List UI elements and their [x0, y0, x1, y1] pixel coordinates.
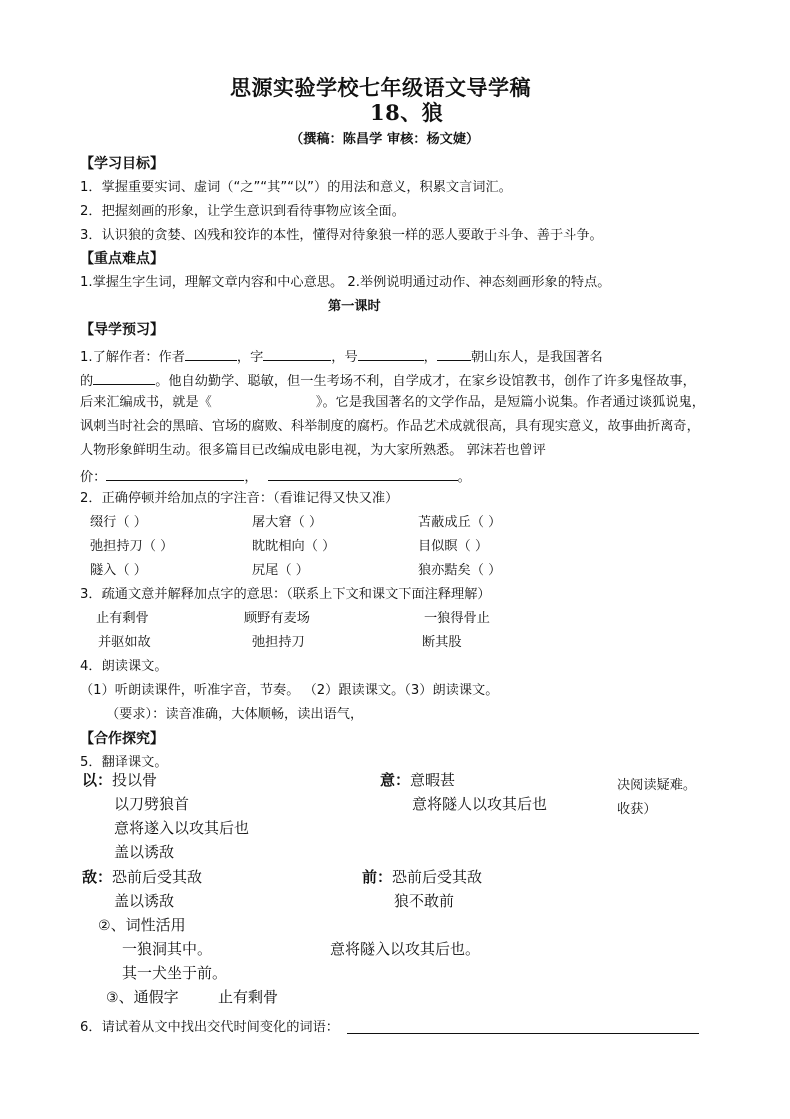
di-row: 敌：恐前后受其敌 — [82, 868, 203, 886]
yi2-row: 意：意暇甚 — [380, 771, 456, 789]
q4-title: 4．朗读课文。 — [80, 659, 168, 674]
q2-cell: 隧入（ ） — [90, 563, 147, 578]
q4-requirement: （要求）：读音准确，大体顺畅，读出语气， — [106, 707, 364, 722]
q3-title: 3．疏通文意并解释加点字的意思：（联系上下文和课文下面注释理解） — [80, 587, 491, 602]
q2-cell: 弛担持刀（ ） — [90, 539, 174, 554]
preview-heading: 【导学预习】 — [80, 322, 164, 338]
section-3-title: ③、通假字 — [106, 988, 179, 1006]
explore-heading: 【合作探究】 — [80, 731, 164, 747]
q6-title: 6．请试着从文中找出交代时间变化的词语： — [80, 1020, 339, 1035]
q2-title: 2．正确停顿并给加点的字注音：（看谁记得又快又准） — [80, 491, 399, 506]
keypoints-heading: 【重点难点】 — [80, 251, 164, 267]
q1-line-1: 1.了解作者：作者 ，字 ，号 ， 朝山东人，是我国著名 — [80, 350, 603, 365]
goal-item-3: 3．认识狼的贪婪、凶残和狡诈的本性，懂得对待象狼一样的恶人要敢于斗争、善于斗争。 — [80, 228, 603, 243]
blank-comment-1[interactable] — [106, 468, 244, 481]
q3-cell: 断其股 — [422, 635, 462, 650]
side-note: 收获） — [617, 802, 657, 817]
lesson-title: 18、狼 — [370, 100, 444, 125]
q3-cell: 一狼得骨止 — [424, 611, 490, 626]
q1-line-4: 讽刺当时社会的黑暗、官场的腐败、科举制度的腐朽。作品艺术成就很高，具有现实意义，故事曲折离奇， — [80, 419, 700, 434]
q5-title: 5．翻译课文。 — [80, 755, 168, 770]
q1-line-6: 价： ， 。 — [80, 470, 471, 485]
q2-cell: 尻尾（ ） — [252, 563, 309, 578]
q4-steps: （1）听朗读课件，听准字音，节奏。 （2）跟读课文。（3）朗读课文。 — [80, 683, 499, 698]
q1-line-5: 人物形象鲜明生动。很多篇目已改编成电影电视，为大家所熟悉。 郭沫若也曾评 — [80, 443, 546, 458]
yi-item: 意将遂入以攻其后也 — [114, 819, 250, 837]
blank-dynasty[interactable] — [437, 348, 471, 361]
q3-cell: 顾野有麦场 — [244, 611, 310, 626]
yi2-item: 意将隧人以攻其后也 — [412, 795, 548, 813]
qian-item: 狼不敢前 — [394, 892, 455, 910]
goal-item-1: 1．掌握重要实词、虚词（“之”“其”“以”）的用法和意义，积累文言词汇。 — [80, 180, 512, 195]
q1-line-2: 的 。他自幼勤学、聪敏，但一生考场不利，自学成才，在家乡设馆教书，创作了许多鬼怪故事， — [80, 374, 696, 389]
sec2-item: 一狼洞其中。 — [122, 940, 213, 958]
side-note: 决阅读疑难。 — [617, 778, 697, 793]
lesson-label: 第一课时 — [328, 299, 381, 314]
q2-cell: 眈眈相向（ ） — [252, 539, 336, 554]
sec3-item: 止有剩骨 — [218, 988, 279, 1006]
sec2-item: 其一犬坐于前。 — [122, 964, 228, 982]
goal-item-2: 2．把握刻画的形象，让学生意识到看待事物应该全面。 — [80, 204, 405, 219]
keypoints-text: 1.掌握生字生词，理解文章内容和中心意思。 2.举例说明通过动作、神态刻画形象的特点。 — [80, 275, 611, 290]
qian-row: 前：恐前后受其敌 — [362, 868, 483, 886]
q2-cell: 苫蔽成丘（ ） — [418, 515, 502, 530]
section-2-title: ②、词性活用 — [98, 916, 186, 934]
yi-item: 盖以诱敌 — [114, 843, 175, 861]
q2-cell: 屠大窘（ ） — [252, 515, 323, 530]
q2-cell: 狼亦黠矣（ ） — [418, 563, 502, 578]
yi-row: 以：投以骨 — [82, 771, 158, 789]
author-line: （撰稿：陈昌学 审核：杨文婕） — [290, 132, 480, 147]
q2-cell: 目似瞑（ ） — [418, 539, 489, 554]
blank-pen-name[interactable] — [358, 348, 424, 361]
sec2-item: 意将隧入以攻其后也。 — [330, 940, 481, 958]
blank-courtesy-name[interactable] — [263, 348, 331, 361]
blank-author[interactable] — [185, 348, 237, 361]
q1-line-3: 后来汇编成书，就是《 》。它是我国著名的文学作品，是短篇小说集。作者通过谈狐说鬼， — [80, 395, 705, 410]
q3-cell: 止有剩骨 — [96, 611, 149, 626]
answer-line-q6[interactable] — [347, 1033, 699, 1034]
q3-cell: 并驱如故 — [98, 635, 151, 650]
page-title: 思源实验学校七年级语文导学稿 — [230, 75, 531, 100]
q3-cell: 弛担持刀 — [252, 635, 305, 650]
blank-writer[interactable] — [93, 372, 155, 385]
yi-item: 以刀劈狼首 — [114, 795, 190, 813]
q2-cell: 缀行（ ） — [90, 515, 147, 530]
goals-heading: 【学习目标】 — [80, 156, 164, 172]
blank-comment-2[interactable] — [268, 468, 458, 481]
di-item: 盖以诱敌 — [114, 892, 175, 910]
